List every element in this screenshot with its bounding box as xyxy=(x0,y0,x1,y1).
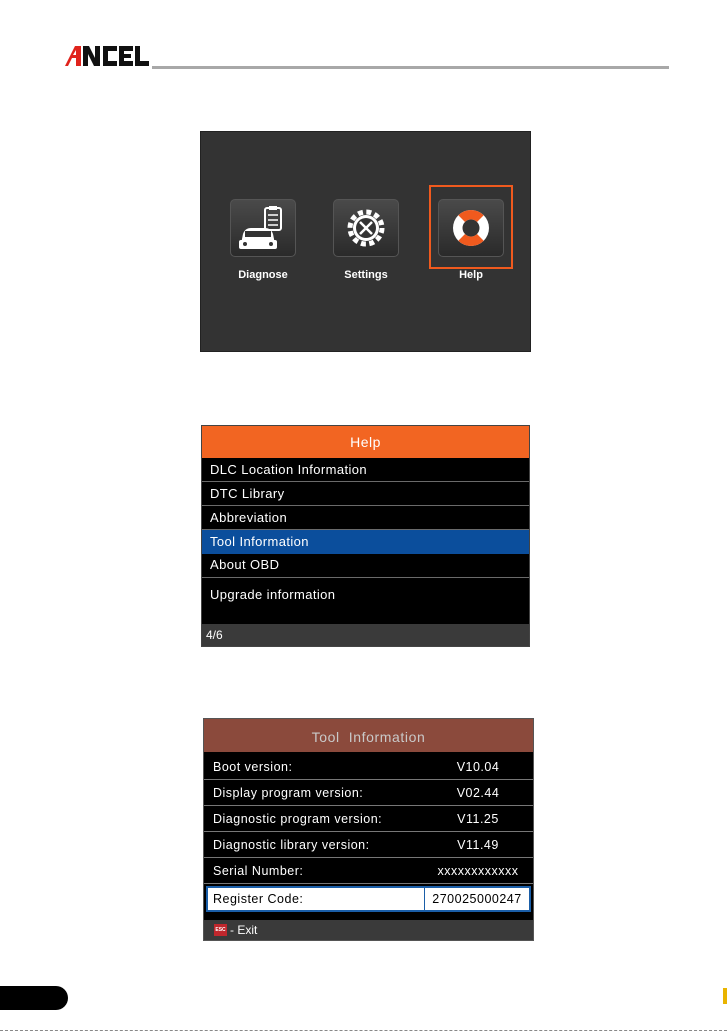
tool-information-screen xyxy=(203,718,534,941)
tool-information-title: Tool Information xyxy=(204,719,533,752)
car-clipboard-icon xyxy=(231,200,295,256)
main-menu-screen xyxy=(200,131,531,352)
gear-wrench-icon xyxy=(334,200,398,256)
help-menu-screen xyxy=(201,425,530,647)
page-indicator: 4/6 xyxy=(202,624,529,646)
info-row-boot-version xyxy=(204,754,533,780)
menu-item-abbreviation[interactable]: Abbreviation xyxy=(202,506,529,530)
info-label: Diagnostic program version: xyxy=(213,812,383,826)
info-row-diagnostic-library-version xyxy=(204,832,533,858)
menu-item-about-obd[interactable]: About OBD xyxy=(202,554,529,578)
info-value: V11.49 xyxy=(457,838,499,852)
info-value: V11.25 xyxy=(457,812,499,826)
help-label: Help xyxy=(459,269,483,281)
info-label: Boot version: xyxy=(213,760,293,774)
info-label: Register Code: xyxy=(213,892,304,906)
menu-item-dtc-library[interactable]: DTC Library xyxy=(202,482,529,506)
menu-item-tool-information[interactable]: Tool Information xyxy=(202,530,529,554)
lifebuoy-icon xyxy=(439,200,503,256)
edge-mark xyxy=(723,988,727,1004)
register-code-value: 270025000247 xyxy=(424,888,529,910)
info-row-display-program-version xyxy=(204,780,533,806)
info-value: xxxxxxxxxxxx xyxy=(437,864,519,878)
settings-button[interactable] xyxy=(333,199,399,257)
info-row-serial-number xyxy=(204,858,533,884)
info-label: Diagnostic library version: xyxy=(213,838,370,852)
exit-label: - Exit xyxy=(230,923,258,937)
diagnose-button[interactable] xyxy=(230,199,296,257)
info-value: V02.44 xyxy=(456,786,500,800)
header-rule xyxy=(152,66,669,69)
settings-label: Settings xyxy=(344,269,388,281)
menu-item-dlc-location[interactable]: DLC Location Information xyxy=(202,458,529,482)
menu-item-upgrade-information[interactable]: Upgrade information xyxy=(210,587,336,602)
page-tab xyxy=(0,986,68,1010)
info-value: V10.04 xyxy=(456,760,500,774)
cut-line xyxy=(0,1030,727,1031)
info-row-diagnostic-program-version xyxy=(204,806,533,832)
tool-info-footer xyxy=(204,920,533,940)
esc-key-icon[interactable]: ESC xyxy=(214,924,227,936)
info-row-register-code[interactable] xyxy=(206,886,531,912)
diagnose-label: Diagnose xyxy=(238,269,288,281)
help-button[interactable] xyxy=(438,199,504,257)
ancel-logo xyxy=(65,44,150,68)
help-title: Help xyxy=(202,426,529,458)
info-label: Serial Number: xyxy=(213,864,304,878)
info-label: Display program version: xyxy=(213,786,364,800)
